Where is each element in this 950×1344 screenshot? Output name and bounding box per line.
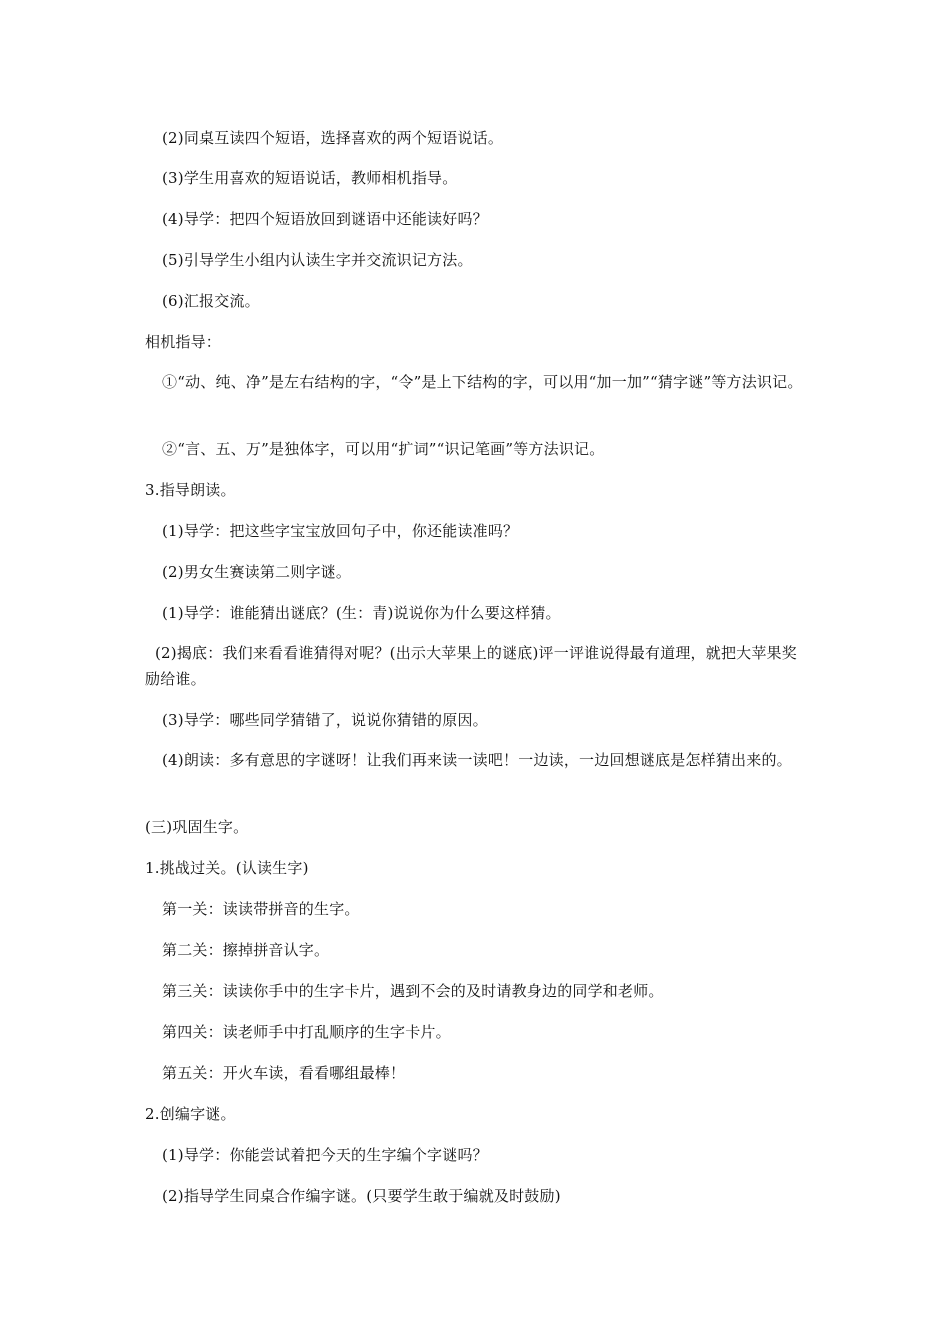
section-heading: 2.创编字谜。: [145, 1105, 236, 1123]
paragraph: 第五关：开火车读，看看哪组最棒！: [162, 1064, 406, 1082]
paragraph: 第三关：读读你手中的生字卡片，遇到不会的及时请教身边的同学和老师。: [162, 982, 664, 1000]
paragraph: (4)导学：把四个短语放回到谜语中还能读好吗？: [162, 210, 488, 228]
paragraph: (1)导学：把这些字宝宝放回句子中，你还能读准吗？: [162, 522, 519, 540]
paragraph: 第四关：读老师手中打乱顺序的生字卡片。: [162, 1023, 451, 1041]
paragraph: (1)导学：你能尝试着把今天的生字编个字谜吗？: [162, 1146, 488, 1164]
paragraph: (3)导学：哪些同学猜错了，说说你猜错的原因。: [162, 711, 488, 729]
section-heading: 1.挑战过关。(认读生字): [145, 859, 309, 877]
paragraph: ②“言、五、万”是独体字，可以用“扩词”“识记笔画”等方法识记。: [162, 440, 605, 458]
paragraph: ①“动、纯、净”是左右结构的字，“令”是上下结构的字，可以用“加一加”“猜字谜”等方法识记。: [162, 373, 803, 391]
paragraph: (3)学生用喜欢的短语说话，教师相机指导。: [162, 169, 458, 187]
paragraph: (5)引导学生小组内认读生字并交流识记方法。: [162, 251, 473, 269]
paragraph: (2)男女生赛读第二则字谜。: [162, 563, 352, 581]
paragraph: (1)导学：谁能猜出谜底？(生：青)说说你为什么要这样猜。: [162, 604, 561, 622]
paragraph: (2)指导学生同桌合作编字谜。(只要学生敢于编就及时鼓励): [162, 1187, 561, 1205]
paragraph: (2)同桌互读四个短语，选择喜欢的两个短语说话。: [162, 129, 504, 147]
paragraph: (4)朗读：多有意思的字谜呀！让我们再来读一读吧！一边读，一边回想谜底是怎样猜出来的。: [162, 751, 792, 769]
paragraph: 第二关：擦掉拼音认字。: [162, 941, 330, 959]
section-heading: (三)巩固生字。: [145, 818, 249, 836]
paragraph: 第一关：读读带拼音的生字。: [162, 900, 360, 918]
section-heading: 3.指导朗读。: [145, 481, 236, 499]
paragraph: (6)汇报交流。: [162, 292, 260, 310]
paragraph: (2)揭底：我们来看看谁猜得对呢？(出示大苹果上的谜底)评一评谁说得最有道理，就把大苹果奖励给谁。: [145, 644, 797, 688]
section-heading: 相机指导：: [145, 333, 222, 351]
